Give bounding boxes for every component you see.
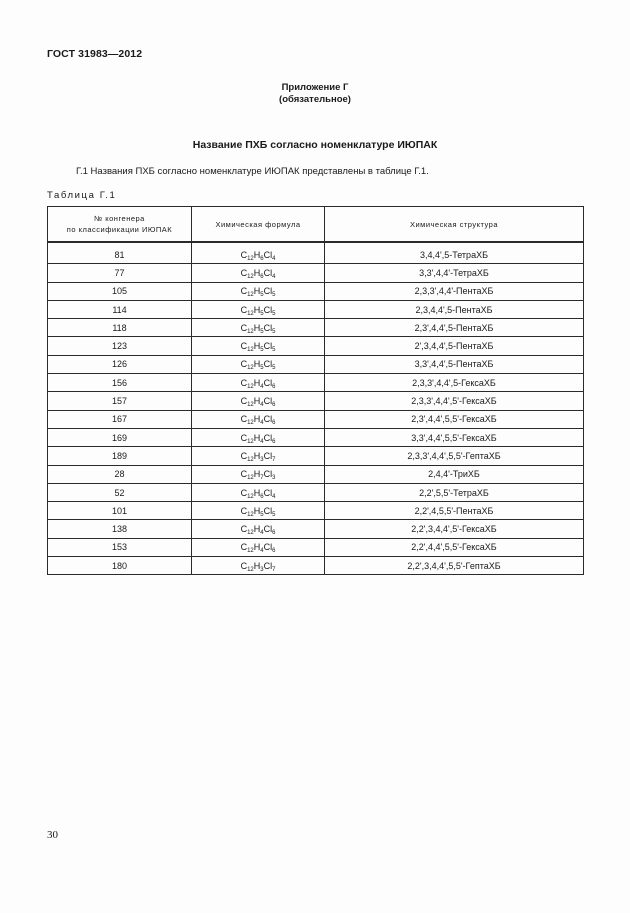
chemical-structure-cell: 2,3,3',4,4',5'-ГексаХБ	[325, 392, 584, 410]
chemical-formula-cell	[192, 355, 325, 373]
formula-c-count: 12	[247, 530, 254, 537]
congener-number-cell: 169	[48, 428, 192, 446]
formula-h-count: 5	[260, 511, 264, 518]
formula-c-count: 12	[247, 438, 254, 445]
formula-c-count: 12	[247, 383, 254, 390]
formula-h-count: 5	[260, 347, 264, 354]
header-chemical-formula: Химическая формула	[192, 207, 325, 243]
chemical-formula-cell	[192, 300, 325, 318]
formula-cl-count: 5	[272, 310, 276, 317]
formula-element-c: C	[240, 524, 248, 535]
congener-number-cell: 153	[48, 538, 192, 556]
formula-element-h: H	[253, 524, 261, 535]
table-row	[48, 447, 584, 465]
chemical-formula-cell	[192, 392, 325, 410]
formula-h-count: 4	[260, 548, 264, 555]
chemical-formula-cell	[192, 337, 325, 355]
formula-cl-count: 5	[272, 365, 276, 372]
formula-h-count: 6	[260, 255, 264, 262]
formula-element-cl: Cl	[263, 249, 273, 260]
congener-number-cell: 126	[48, 355, 192, 373]
formula-element-h: H	[253, 487, 261, 498]
table-row	[48, 465, 584, 483]
table-row	[48, 410, 584, 428]
chemical-formula-cell	[192, 557, 325, 575]
formula-element-h: H	[253, 322, 261, 333]
formula-element-c: C	[240, 377, 248, 388]
chemical-formula-cell	[192, 319, 325, 337]
formula-element-c: C	[240, 560, 248, 571]
standard-designation: ГОСТ 31983—2012	[47, 48, 143, 60]
chemical-structure-cell: 2,2',3,4,4',5,5'-ГептаХБ	[325, 557, 584, 575]
formula-element-h: H	[253, 542, 261, 553]
table-row	[48, 374, 584, 392]
formula-element-cl: Cl	[263, 267, 273, 278]
chemical-formula-cell	[192, 374, 325, 392]
congener-number-cell: 118	[48, 319, 192, 337]
formula-h-count: 4	[260, 438, 264, 445]
formula-h-count: 4	[260, 420, 264, 427]
formula-element-cl: Cl	[263, 524, 273, 535]
header-congener-number-line2: по классификации ИЮПАК	[66, 225, 173, 234]
formula-element-cl: Cl	[263, 341, 273, 352]
chemical-formula-cell	[192, 447, 325, 465]
formula-cl-count: 5	[272, 292, 276, 299]
formula-element-h: H	[253, 377, 261, 388]
formula-element-h: H	[253, 396, 261, 407]
formula-h-count: 7	[260, 475, 264, 482]
chemical-structure-cell: 2,4,4'-ТриХБ	[325, 465, 584, 483]
congener-number-cell: 156	[48, 374, 192, 392]
formula-c-count: 12	[247, 456, 254, 463]
chemical-formula-cell	[192, 520, 325, 538]
formula-c-count: 12	[247, 548, 254, 555]
chemical-formula-cell	[192, 242, 325, 264]
congener-number-cell: 189	[48, 447, 192, 465]
formula-element-c: C	[240, 249, 248, 260]
table-row	[48, 264, 584, 282]
formula-element-h: H	[253, 414, 261, 425]
formula-element-c: C	[240, 267, 248, 278]
congener-number-cell: 52	[48, 483, 192, 501]
formula-cl-count: 4	[272, 255, 276, 262]
formula-h-count: 4	[260, 383, 264, 390]
formula-cl-count: 6	[272, 420, 276, 427]
formula-element-h: H	[253, 341, 261, 352]
formula-h-count: 4	[260, 530, 264, 537]
formula-h-count: 6	[260, 273, 264, 280]
chemical-formula-cell	[192, 502, 325, 520]
formula-element-h: H	[253, 505, 261, 516]
formula-element-c: C	[240, 322, 248, 333]
table-row	[48, 282, 584, 300]
appendix-title: Приложение Г	[281, 82, 349, 93]
formula-c-count: 12	[247, 402, 254, 409]
formula-cl-count: 6	[272, 548, 276, 555]
chemical-structure-cell: 2,3,4,4',5-ПентаХБ	[325, 300, 584, 318]
formula-c-count: 12	[247, 273, 254, 280]
formula-element-c: C	[240, 542, 248, 553]
formula-element-cl: Cl	[263, 432, 273, 443]
formula-element-c: C	[240, 304, 248, 315]
congener-number-cell: 167	[48, 410, 192, 428]
formula-element-c: C	[240, 286, 248, 297]
table-body	[48, 242, 584, 575]
formula-element-h: H	[253, 450, 261, 461]
formula-h-count: 5	[260, 365, 264, 372]
formula-element-h: H	[253, 560, 261, 571]
table-row	[48, 319, 584, 337]
formula-element-c: C	[240, 341, 248, 352]
section-title: Название ПХБ согласно номенклатуре ИЮПАК	[192, 139, 438, 151]
chemical-formula-cell	[192, 428, 325, 446]
table-row	[48, 337, 584, 355]
formula-element-h: H	[253, 469, 261, 480]
formula-cl-count: 7	[272, 456, 276, 463]
chemical-formula-cell	[192, 410, 325, 428]
formula-element-c: C	[240, 396, 248, 407]
formula-element-c: C	[240, 505, 248, 516]
formula-element-cl: Cl	[263, 505, 273, 516]
formula-element-h: H	[253, 432, 261, 443]
formula-cl-count: 5	[272, 511, 276, 518]
chemical-structure-cell: 2,2',3,4,4',5'-ГексаХБ	[325, 520, 584, 538]
formula-element-c: C	[240, 487, 248, 498]
chemical-structure-cell: 2,3',4,4',5,5'-ГексаХБ	[325, 410, 584, 428]
formula-c-count: 12	[247, 475, 254, 482]
table-row	[48, 520, 584, 538]
chemical-structure-cell: 2,2',5,5'-ТетраХБ	[325, 483, 584, 501]
congener-number-cell: 28	[48, 465, 192, 483]
formula-cl-count: 5	[272, 347, 276, 354]
formula-element-c: C	[240, 359, 248, 370]
table-row	[48, 483, 584, 501]
table-row	[48, 557, 584, 575]
congener-number-cell: 81	[48, 242, 192, 264]
formula-element-cl: Cl	[263, 304, 273, 315]
formula-c-count: 12	[247, 420, 254, 427]
chemical-formula-cell	[192, 483, 325, 501]
chemical-structure-cell: 2,3,3',4,4'-ПентаХБ	[325, 282, 584, 300]
chemical-formula-cell	[192, 282, 325, 300]
formula-c-count: 12	[247, 493, 254, 500]
pcb-nomenclature-table	[47, 206, 584, 575]
formula-h-count: 5	[260, 292, 264, 299]
formula-c-count: 12	[247, 365, 254, 372]
formula-c-count: 12	[247, 328, 254, 335]
intro-paragraph: Г.1 Названия ПХБ согласно номенклатуре ИЮПАК представлены в таблице Г.1.	[76, 166, 429, 177]
congener-number-cell: 180	[48, 557, 192, 575]
formula-element-h: H	[253, 249, 261, 260]
congener-number-cell: 123	[48, 337, 192, 355]
formula-h-count: 4	[260, 402, 264, 409]
table-row	[48, 502, 584, 520]
page-number: 30	[47, 829, 58, 841]
formula-cl-count: 3	[272, 475, 276, 482]
formula-c-count: 12	[247, 310, 254, 317]
formula-element-cl: Cl	[263, 377, 273, 388]
formula-element-c: C	[240, 469, 248, 480]
chemical-structure-cell: 2,2',4,4',5,5'-ГексаХБ	[325, 538, 584, 556]
formula-element-cl: Cl	[263, 560, 273, 571]
formula-c-count: 12	[247, 292, 254, 299]
formula-element-cl: Cl	[263, 542, 273, 553]
congener-number-cell: 138	[48, 520, 192, 538]
formula-element-h: H	[253, 359, 261, 370]
formula-element-cl: Cl	[263, 414, 273, 425]
formula-element-c: C	[240, 432, 248, 443]
congener-number-cell: 105	[48, 282, 192, 300]
formula-element-h: H	[253, 304, 261, 315]
formula-c-count: 12	[247, 347, 254, 354]
formula-element-c: C	[240, 450, 248, 461]
table-row	[48, 355, 584, 373]
chemical-structure-cell: 3,3',4,4',5-ПентаХБ	[325, 355, 584, 373]
chemical-formula-cell	[192, 264, 325, 282]
chemical-structure-cell: 3,3',4,4'-ТетраХБ	[325, 264, 584, 282]
formula-element-cl: Cl	[263, 322, 273, 333]
header-congener-number	[48, 207, 192, 243]
formula-cl-count: 6	[272, 438, 276, 445]
formula-element-h: H	[253, 267, 261, 278]
chemical-formula-cell	[192, 538, 325, 556]
chemical-structure-cell: 2,3,3',4,4',5,5'-ГептаХБ	[325, 447, 584, 465]
chemical-structure-cell: 2,3',4,4',5-ПентаХБ	[325, 319, 584, 337]
formula-cl-count: 6	[272, 530, 276, 537]
formula-cl-count: 4	[272, 493, 276, 500]
chemical-structure-cell: 3,3',4,4',5,5'-ГексаХБ	[325, 428, 584, 446]
chemical-structure-cell: 2,2',4,5,5'-ПентаХБ	[325, 502, 584, 520]
formula-element-cl: Cl	[263, 286, 273, 297]
formula-element-c: C	[240, 414, 248, 425]
formula-cl-count: 7	[272, 566, 276, 573]
formula-element-cl: Cl	[263, 396, 273, 407]
congener-number-cell: 114	[48, 300, 192, 318]
formula-element-cl: Cl	[263, 450, 273, 461]
formula-h-count: 6	[260, 493, 264, 500]
formula-element-cl: Cl	[263, 487, 273, 498]
chemical-structure-cell: 3,4,4',5-ТетраХБ	[325, 242, 584, 264]
formula-c-count: 12	[247, 566, 254, 573]
congener-number-cell: 101	[48, 502, 192, 520]
table-header-row	[48, 207, 584, 243]
formula-element-cl: Cl	[263, 359, 273, 370]
chemical-structure-cell: 2,3,3',4,4',5-ГексаХБ	[325, 374, 584, 392]
formula-c-count: 12	[247, 511, 254, 518]
formula-h-count: 5	[260, 328, 264, 335]
table-row	[48, 538, 584, 556]
table-row	[48, 242, 584, 264]
header-congener-number-line1: № конгенера	[94, 214, 145, 223]
table-caption: Таблица Г.1	[47, 190, 117, 201]
congener-number-cell: 157	[48, 392, 192, 410]
appendix-status: (обязательное)	[279, 94, 351, 105]
table-row	[48, 300, 584, 318]
formula-h-count: 3	[260, 456, 264, 463]
formula-cl-count: 6	[272, 383, 276, 390]
table-row	[48, 392, 584, 410]
chemical-structure-cell: 2',3,4,4',5-ПентаХБ	[325, 337, 584, 355]
table-row	[48, 428, 584, 446]
formula-c-count: 12	[247, 255, 254, 262]
chemical-formula-cell	[192, 465, 325, 483]
congener-number-cell: 77	[48, 264, 192, 282]
formula-cl-count: 5	[272, 328, 276, 335]
formula-element-cl: Cl	[263, 469, 273, 480]
formula-cl-count: 6	[272, 402, 276, 409]
formula-h-count: 5	[260, 310, 264, 317]
header-chemical-structure: Химическая структура	[325, 207, 584, 243]
formula-element-h: H	[253, 286, 261, 297]
formula-h-count: 3	[260, 566, 264, 573]
formula-cl-count: 4	[272, 273, 276, 280]
